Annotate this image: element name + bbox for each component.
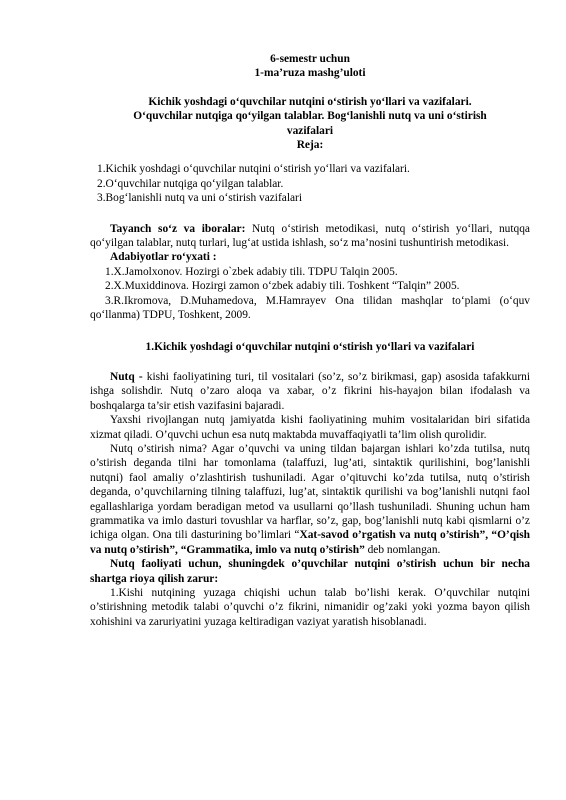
paragraph-text: Nutq o’stirish nima? Agar o’quvchi va uning tildan bajargan ishlari ko’zda tutilsa, nutq o’stirish deganda tilni har tomonlama (talaffuzi, lug’ati, sintaktik qurilishini, bog’lanishli nutqni) faol amaliy o’zlashtirish tushuniladi. Agar o’qituvchi ko’zda tutilsa, nutq o’stirish deganda, o’quvchilarning tilning talaffuzi, lug’at, sintaktik qurilishi va bog’lanishli nutqni faol egallashlariga yordam beradigan metod va usullarni qo’llash tushuniladi. Shuning uchun ham grammatika va imlo dasturi tovushlar va harflar, so’z, gap, bog’lanishli nutq kabi qismlarni o’z ichiga olgan. Ona tili dasturining bo’limlari “	[90, 442, 530, 542]
paragraph-text: deb nomlangan.	[364, 543, 441, 556]
reference-item: 1.X.Jamolxonov. Hozirgi o`zbek adabiy tili. TDPU Talqin 2005.	[105, 265, 398, 278]
reference-item: 3.R.Ikromova, D.Muhamedova, M.Hamrayev Ona tilidan mashqlar to‘plami (o‘quv qo‘llanma) TDPU, Toshkent, 2009.	[90, 294, 530, 322]
paragraph	[90, 370, 530, 413]
keywords-paragraph	[90, 222, 530, 251]
document-page	[90, 52, 530, 629]
section-heading: 1.Kichik yoshdagi o‘quvchilar nutqini o‘stirish yo‘llari va vazifalari	[145, 340, 475, 353]
conditions-heading: Nutq faoliyati uchun, shuningdek o’quvchilar nutqini o’stirish uchun bir necha shartga rioya qilish zarur:	[90, 558, 530, 585]
plan-list	[90, 162, 530, 205]
paragraph	[90, 442, 530, 557]
term-nutq: Nutq -	[110, 370, 143, 383]
lecture-label: 1-ma’ruza mashg’uloti	[254, 67, 366, 80]
plan-item: 2.O‘quvchilar nutqiga qo‘yilgan talablar.	[97, 177, 284, 190]
reference-item: 2.X.Muxiddinova. Hozirgi zamon o‘zbek adabiy tili. Toshkent “Talqin” 2005.	[105, 280, 460, 293]
paragraph: Yaxshi rivojlangan nutq jamiyatda kishi faoliyatining muhim vositalaridan biri sifatida xizmat qiladi. O’quvchi uchun esa nutq maktabda muvaffaqiyatli ta’lim olish qurolidir.	[90, 414, 530, 441]
title-line-2: O‘quvchilar nutqiga qo‘yilgan talablar. Bog‘lanishli nutq va uni o‘stirish	[133, 110, 487, 123]
keywords-label: Tayanch so‘z va iboralar:	[110, 222, 246, 235]
plan-heading: Reja:	[296, 139, 324, 152]
plan-item: 3.Bog‘lanishli nutq va uni o‘stirish vazifalari	[97, 192, 302, 205]
title-line-1: Kichik yoshdagi o‘quvchilar nutqini o‘stirish yo‘llari va vazifalari.	[148, 95, 472, 108]
title-line-3: vazifalari	[286, 124, 334, 137]
semester-label: 6-semestr uchun	[270, 53, 350, 65]
program-sections: Xat-savod o’rgatish va nutq o’stirish”, “O’qish va nutq o’stirish”, “Grammatika, imlo va nutq o’stirish”	[90, 529, 530, 556]
keywords-text: Nutq o‘stirish metodikasi, nutq o‘stirish yo‘llari, nutqqa qo‘yilgan talablar, nutq turlari, lug‘at ustida ishlash, so‘z ma’nosini tushuntirish metodikasi.	[90, 222, 530, 250]
references-label: Adabiyotlar ro‘yxati :	[110, 251, 217, 264]
references-list	[90, 265, 530, 323]
plan-item: 1.Kichik yoshdagi o‘quvchilar nutqini o‘stirish yo‘llari va vazifalari.	[97, 163, 410, 176]
paragraph-text: kishi faoliyatining turi, til vositalari (so’z, so’z birikmasi, gap) asosida tafakkurni ishga solishdir. Nutq o’zaro aloqa va xabar, o’z fikrini his-hayajon bilan ifodalash va boshqalarga ta’sir etish vazifasini bajaradi.	[90, 370, 530, 412]
paragraph: 1.Kishi nutqining yuzaga chiqishi uchun talab bo’lishi kerak. O’quvchilar nutqini o’stirishning metodik talabi o’quvchi o’z fikrini, nimanidir og’zaki yoki yozma bayon qilish xohishini va zaruriyatini yuzaga keltiradigan vaziyat yaratish hisoblanadi.	[90, 587, 530, 628]
